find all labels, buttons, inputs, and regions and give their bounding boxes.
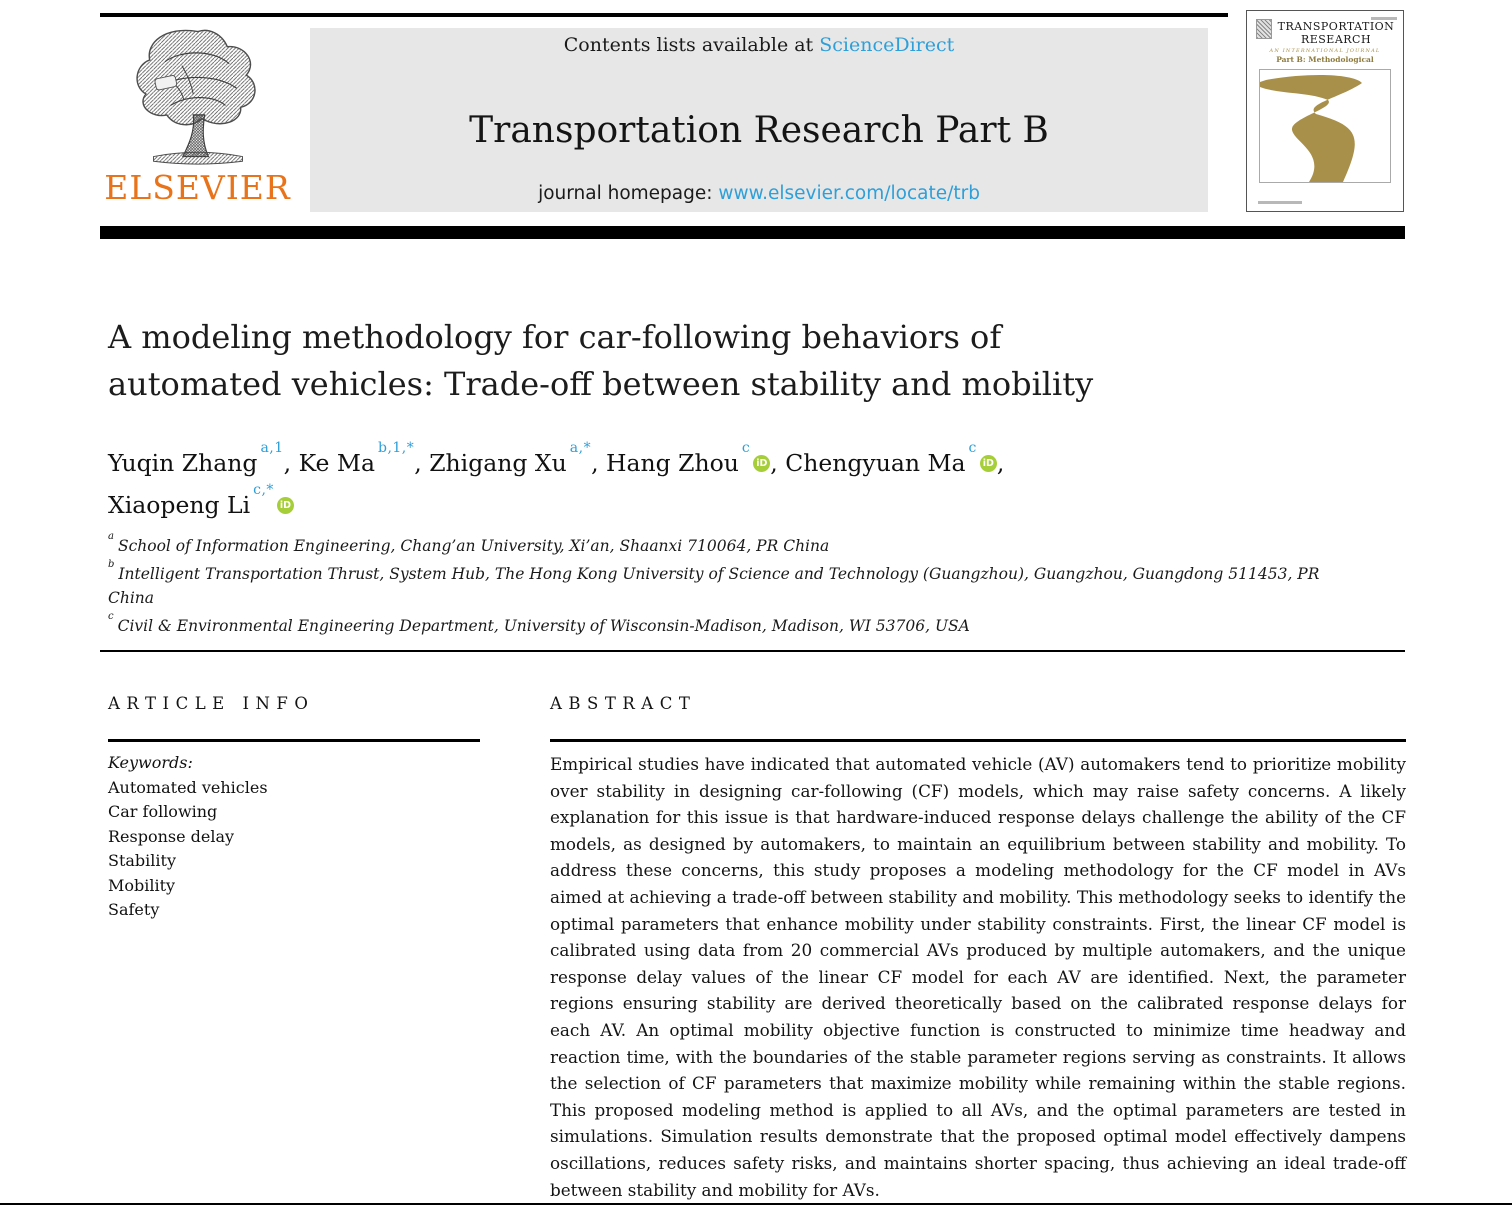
article-title-line1: A modeling methodology for car-following behaviors of: [108, 318, 1002, 356]
journal-homepage-line: [310, 183, 1208, 204]
keyword-item: Response delay: [108, 826, 235, 846]
author-separator: ,: [770, 448, 786, 477]
abstract-heading: ABSTRACT: [550, 694, 697, 713]
cover-elsevier-mark-icon: [1256, 19, 1272, 39]
author-separator: ,: [414, 448, 430, 477]
header-top-rule: [100, 13, 1228, 17]
article-info-heading: ARTICLE INFO: [108, 694, 315, 713]
abstract-text: Empirical studies have indicated that automated vehicle (AV) automakers tend to prioritize mobility over stability in designing car-following (CF) models, which may raise safety concerns. A likely explanation for this issue is that hardware-induced response delays challenge the ability of the CF models, as designed by automakers, to maintain an equilibrium between stability and mobility. To address these concerns, this study proposes a modeling methodology for the CF model in AVs aimed at achieving a trade-off between stability and mobility. This methodology seeks to identify the optimal parameters that enhance mobility under stability constraints. First, the linear CF model is calibrated using data from 20 commercial AVs produced by multiple automakers, and the unique response delay values of the linear CF model for each AV are identified. Next, the parameter regions ensuring stability are derived theoretically based on the calibrated response delays for each AV. An optimal mobility objective function is constructed to minimize time headway and reaction time, with the boundaries of the stable parameter regions serving as constraints. It allows the selection of CF parameters that maximize mobility while remaining within the stable regions. This proposed modeling method is applied to all AVs, and the optimal parameters are tested in simulations. Simulation results demonstrate that the proposed optimal model effectively dampens oscillations, reduces safety risks, and maintains shorter spacing, thus achieving an ideal trade-off between stability and mobility for AVs.: [550, 754, 1406, 1200]
header-divider-bar: [100, 226, 1405, 239]
cover-title: [1273, 20, 1399, 46]
journal-cover-thumbnail: [1246, 10, 1404, 212]
author-name: Hang Zhou: [606, 448, 739, 477]
affiliation-list: [108, 531, 1348, 639]
cover-editor-text-placeholder: [1258, 201, 1302, 204]
affiliation-text: School of Information Engineering, Chang’an University, Xi’an, Shaanxi 710064, PR China: [117, 537, 830, 556]
author-affiliation-sup: b,1,*: [377, 440, 415, 456]
elsevier-logo: [100, 24, 295, 214]
cover-title-line1: TRANSPORTATION: [1277, 20, 1395, 33]
keyword-item: Stability: [108, 851, 176, 870]
author-separator: ,: [591, 448, 607, 477]
author-name: Zhigang Xu: [429, 448, 567, 477]
cover-issn-text-placeholder: [1371, 17, 1397, 20]
author-list: [108, 440, 1308, 524]
author-name: Xiaopeng Li: [108, 490, 251, 519]
sciencedirect-link[interactable]: ScienceDirect: [819, 34, 955, 56]
affiliation-sup: c: [108, 610, 114, 622]
abstract-column: [550, 694, 1406, 1203]
author-name: Ke Ma: [298, 448, 375, 477]
keyword-item: Safety: [108, 900, 160, 919]
author-separator: ,: [283, 448, 299, 477]
affiliation-text: Intelligent Transportation Thrust, System Hub, The Hong Kong University of Science and Technology (Guangzhou), Guangzhou, Guangdong 511453, PR China: [108, 565, 1320, 607]
article-title: [108, 314, 1288, 408]
article-title-line2: automated vehicles: Trade-off between stability and mobility: [108, 365, 1094, 403]
orcid-icon[interactable]: iD: [980, 455, 997, 472]
elsevier-wordmark: ELSEVIER: [104, 168, 291, 207]
affiliation-sup: a: [108, 531, 114, 542]
abstract-rule: [550, 739, 1406, 742]
keyword-item: Automated vehicles: [108, 777, 268, 797]
affiliation-text: Civil & Environmental Engineering Department, University of Wisconsin-Madison, Madison, WI 53706, USA: [117, 616, 970, 635]
winding-road-icon: [1260, 70, 1390, 182]
cover-subtitle: AN INTERNATIONAL JOURNAL: [1269, 48, 1381, 54]
author-separator: ,: [996, 448, 1005, 477]
keyword-item: Car following: [108, 802, 218, 821]
contents-prefix: Contents lists available at: [563, 34, 820, 56]
cover-part-label: Part B: Methodological: [1276, 55, 1374, 64]
cover-road-art: [1259, 69, 1391, 183]
journal-header-banner: [310, 28, 1208, 212]
author-affiliation-sup: c: [741, 440, 751, 456]
orcid-icon[interactable]: iD: [277, 497, 294, 514]
keyword-item: Mobility: [108, 875, 176, 895]
affiliation-a: [108, 531, 1348, 559]
author-name: Chengyuan Ma: [785, 448, 966, 477]
homepage-link[interactable]: www.elsevier.com/locate/trb: [718, 183, 980, 204]
page-bottom-rule: [0, 1203, 1512, 1205]
affiliation-b: [108, 559, 1348, 610]
author-affiliation-sup: c,*: [253, 481, 274, 498]
affiliation-sup: b: [108, 559, 115, 571]
author-name: Yuqin Zhang: [108, 448, 258, 477]
elsevier-tree-icon: [124, 24, 272, 166]
keywords-block: [108, 751, 480, 923]
article-info-column: [108, 694, 480, 923]
keywords-label: Keywords:: [108, 753, 193, 772]
cover-title-line2: RESEARCH: [1300, 33, 1372, 46]
author-affiliation-sup: a,1: [260, 440, 284, 456]
author-affiliation-sup: a,*: [569, 440, 592, 456]
affiliation-c: [108, 611, 1348, 639]
contents-list-line: [310, 34, 1208, 56]
orcid-icon[interactable]: iD: [753, 455, 770, 472]
journal-title: Transportation Research Part B: [469, 110, 1049, 151]
section-divider-rule: [100, 650, 1405, 652]
homepage-prefix: journal homepage:: [538, 183, 719, 204]
article-info-rule: [108, 739, 480, 742]
author-affiliation-sup: c: [968, 440, 977, 456]
